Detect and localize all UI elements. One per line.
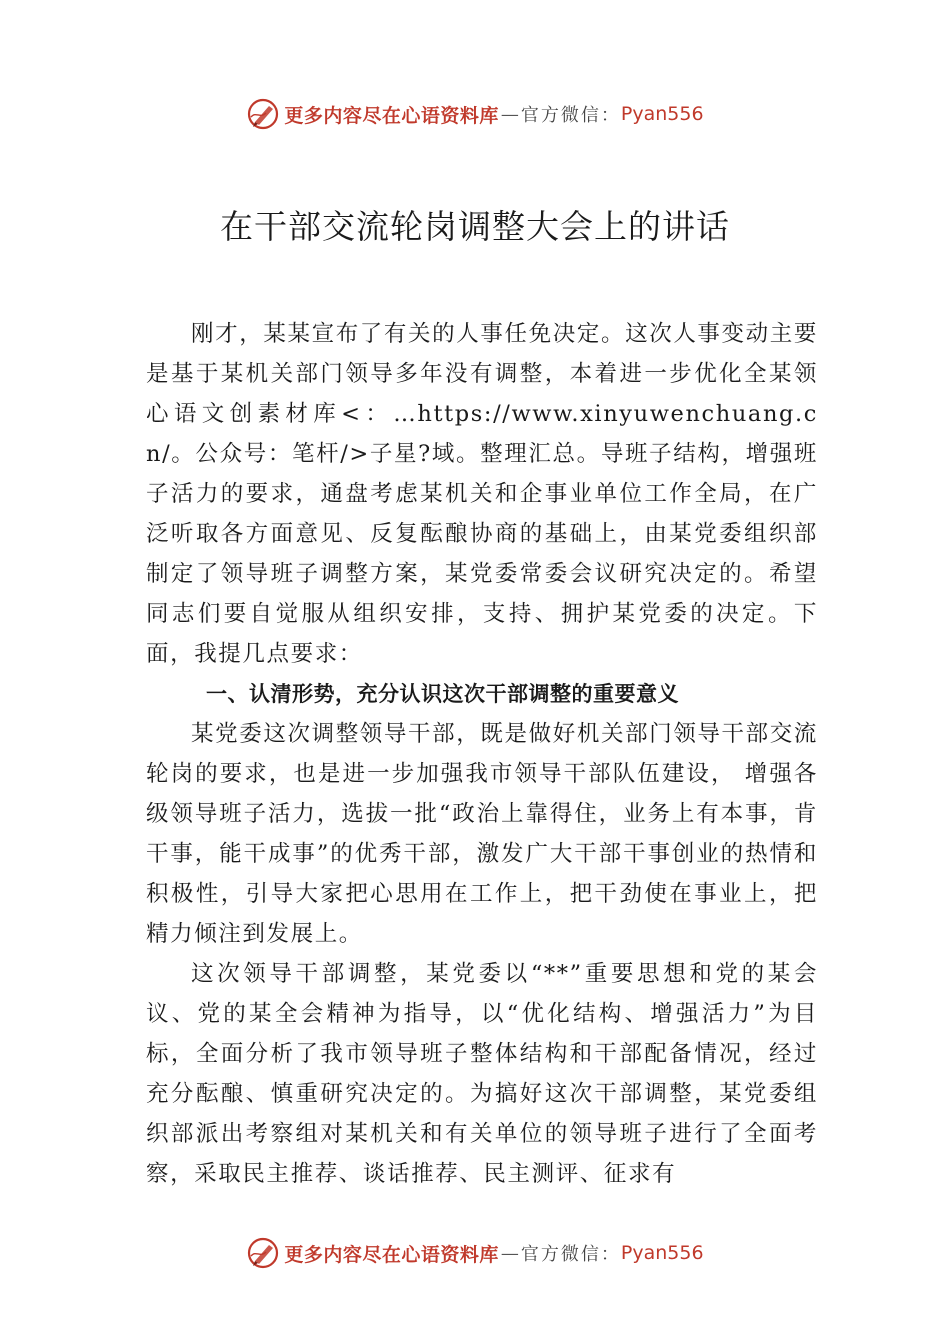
- banner-wechat-id: Pyan556: [620, 1242, 704, 1264]
- paragraph-3: 这次领导干部调整，某党委以“**”重要思想和党的某会议、党的某全会精神为指导，以“优化结构、增强活力”为目标，全面分析了我市领导班子整体结构和干部配备情况，经过充分酝酿、慎重研究决定的。为搞好这次干部调整，某党委组织部派出考察组对某机关和有关单位的领导班子进行了全面考察，采取民主推荐、谈话推荐、民主测评、征求有: [146, 961, 818, 1187]
- banner-brand-text: 更多内容尽在心语资料库: [284, 104, 499, 127]
- section-heading-1: 一、认清形势，充分认识这次干部调整的重要意义: [206, 682, 679, 706]
- document-body: [146, 314, 818, 1194]
- banner-dash: —: [500, 103, 519, 125]
- paragraph-2: 某党委这次调整领导干部，既是做好机关部门领导干部交流轮岗的要求，也是进一步加强我市领导干部队伍建设， 增强各级领导班子活力，选拔一批“政治上靠得住，业务上有本事，肯干事，能干成事”的优秀干部，激发广大干部干事创业的热情和积极性，引导大家把心思用在工作上，把干劲使在事业上，把精力倾注到发展上。: [146, 721, 818, 947]
- banner-wechat-label: 官方微信：: [520, 1244, 621, 1265]
- paragraph-1: 刚才，某某宣布了有关的人事任免决定。这次人事变动主要是基于某机关部门领导多年没有调整，本着进一步优化全某领心语文创素材库<：…https://www.xinyuwenchuang.cn/。公众号：笔杆/>子星?域。整理汇总。导班子结构，增强班子活力的要求，通盘考虑某机关和企事业单位工作全局，在广泛听取各方面意见、反复酝酿协商的基础上，由某党委组织部制定了领导班子调整方案，某党委常委会议研究决定的。希望同志们要自觉服从组织安排，支持、拥护某党委的决定。下面，我提几点要求：: [146, 321, 818, 667]
- banner-wechat-label: 官方微信：: [520, 105, 621, 126]
- document-title: 在干部交流轮岗调整大会上的讲话: [220, 207, 730, 246]
- header-banner: [0, 94, 950, 134]
- banner-wechat-id: Pyan556: [620, 103, 704, 125]
- banner-dash: —: [500, 1242, 519, 1264]
- banner-brand-text: 更多内容尽在心语资料库: [284, 1243, 499, 1266]
- footer-banner: [0, 1233, 950, 1273]
- pen-logo-icon: [246, 97, 280, 131]
- pen-logo-icon: [246, 1236, 280, 1270]
